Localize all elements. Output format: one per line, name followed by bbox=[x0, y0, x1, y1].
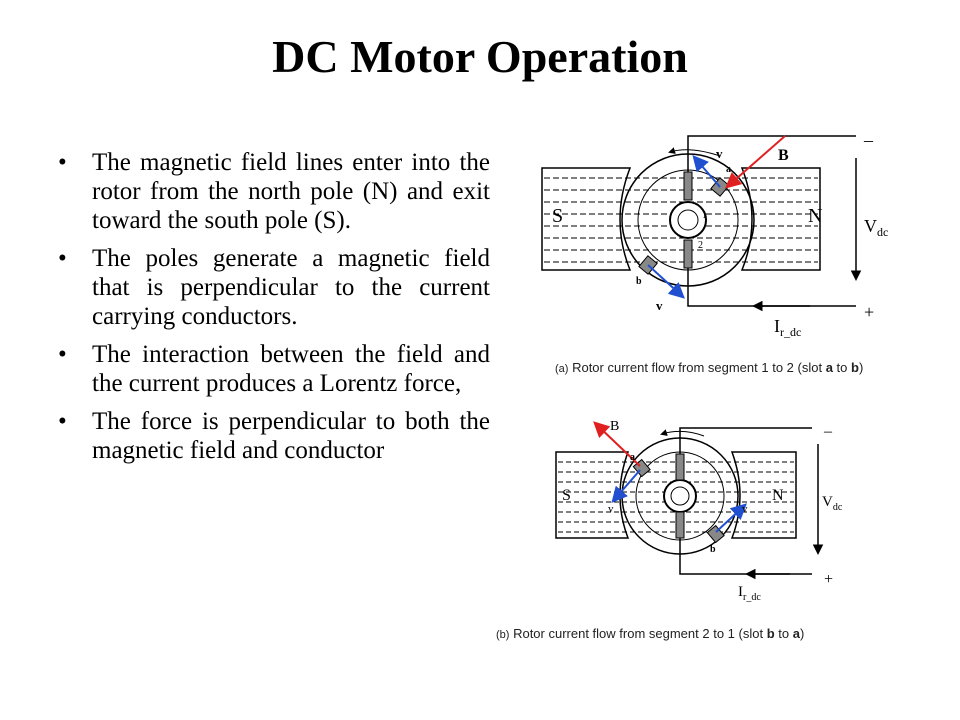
figure-a bbox=[530, 128, 900, 350]
brush-top bbox=[684, 172, 692, 200]
slide-title: DC Motor Operation bbox=[272, 31, 688, 82]
bullet-item bbox=[58, 407, 490, 465]
label-b-slot: b bbox=[636, 276, 642, 287]
label-b-slot: b bbox=[710, 544, 716, 555]
label-n: N bbox=[772, 487, 784, 504]
label-s: S bbox=[552, 205, 564, 227]
motor-diagram-a bbox=[530, 128, 900, 350]
bullet-text: The force is perpendicular to both the magnetic field and conductor bbox=[92, 408, 490, 464]
label-ir: $I_{r\_dc}$ bbox=[774, 316, 802, 339]
bullet-item bbox=[58, 244, 490, 331]
bullet-dot: • bbox=[58, 149, 67, 176]
motor-diagram-b bbox=[550, 412, 850, 608]
label-plus: + bbox=[824, 571, 834, 588]
label-v-bottom: v bbox=[656, 298, 663, 313]
bullet-text: The magnetic field lines enter into the rotor from the north pole (N) and exit toward the south pole (S). bbox=[92, 149, 490, 234]
label-seg2: 2 bbox=[698, 240, 703, 251]
rotation-arrow bbox=[662, 431, 704, 436]
label-n: N bbox=[808, 205, 823, 227]
label-a: a bbox=[726, 164, 731, 175]
label-b: B bbox=[778, 147, 789, 164]
caption-b: (b) Rotor current flow from segment 2 to 1 (slot b to a) bbox=[496, 626, 805, 641]
label-s: S bbox=[562, 487, 571, 504]
caption-a: (a) Rotor current flow from segment 1 to 2 (slot a to b) bbox=[555, 360, 864, 375]
bullet-text: The poles generate a magnetic field that is perpendicular to the current carrying conductors. bbox=[92, 245, 490, 330]
bullet-item bbox=[58, 340, 490, 398]
brush-bottom bbox=[676, 512, 684, 538]
brush-top bbox=[676, 454, 684, 480]
label-minus: – bbox=[864, 130, 873, 150]
label-seg1: 1 bbox=[702, 210, 707, 221]
brush-bottom bbox=[684, 240, 692, 268]
label-ir: $I_{r\_dc}$ bbox=[738, 584, 761, 603]
bullet-item bbox=[58, 148, 490, 235]
circuit-bottom bbox=[688, 268, 856, 306]
bullet-dot: • bbox=[58, 245, 67, 272]
label-v-top: v bbox=[716, 146, 723, 161]
v-right-arrow bbox=[716, 506, 744, 532]
label-plus: + bbox=[864, 302, 875, 322]
label-vdc: $V_{dc}$ bbox=[822, 494, 843, 513]
circuit-bottom bbox=[680, 538, 812, 574]
label-v-right: v bbox=[742, 503, 748, 515]
bullet-dot: • bbox=[58, 408, 67, 435]
label-b: B bbox=[610, 419, 620, 434]
label-v-left: v bbox=[608, 503, 614, 515]
figure-b bbox=[550, 412, 850, 608]
label-a: a bbox=[630, 452, 635, 463]
bullet-text: The interaction between the field and the current produces a Lorentz force, bbox=[92, 341, 490, 397]
bullet-list bbox=[58, 148, 490, 474]
v-bottom-arrow bbox=[648, 265, 682, 296]
bullet-dot: • bbox=[58, 341, 67, 368]
v-top-arrow bbox=[695, 158, 720, 187]
north-pole bbox=[732, 452, 796, 538]
label-minus: – bbox=[824, 423, 832, 440]
label-vdc: $V_{dc}$ bbox=[864, 216, 889, 239]
